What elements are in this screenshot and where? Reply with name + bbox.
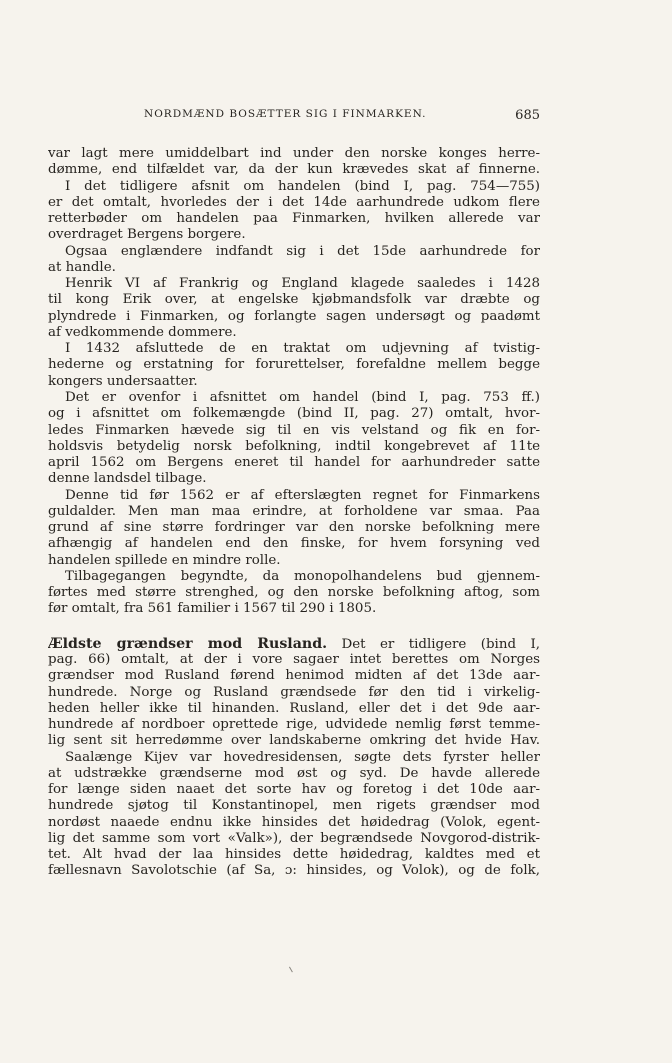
text-line: ledes Finmarken hævede sig til en vis velstand og fik en for- [48,422,540,438]
text-line: hederne og erstatning for forurettelser, forefaldne mellem begge [48,357,540,373]
section-gap [48,618,540,636]
section-heading-line [48,636,540,652]
text-line: hundrede. Norge og Rusland grændsede før den tid i virkelig- [48,684,540,700]
text-line: overdraget Bergens borgere. [48,227,246,243]
text-line: Tilbagegangen begyndte, da monopolhandelens bud gjennem- [65,568,540,584]
text-line: Det er ovenfor i afsnittet om handel (bind I, pag. 753 ff.) [65,389,540,405]
text-line: retterbøder om handelen paa Finmarken, hvilken allerede var [48,211,540,227]
page-number: 685 [515,108,540,123]
text-line: plyndrede i Finmarken, og forlangte sagen undersøgt og paadømt [48,308,540,324]
stray-ink-mark [289,964,298,973]
text-line: lig sent sit herredømme over landskaberne omkring det hvide Hav. [48,733,540,749]
text-line: nordøst naaede endnu ikke hinsides det høidedrag (Volok, egent- [48,814,540,830]
text-line: guldalder. Men man maa erindre, at forholdene var smaa. Paa [48,503,540,519]
text-line: pag. 66) omtalt, at der i vore sagaer intet berettes om Norges [48,651,540,667]
text-line: fællesnavn Savolotschie (af Sa, ɔ: hinsides, og Volok), og de folk, [48,863,540,879]
text-line: før omtalt, fra 561 familier i 1567 til 290 i 1805. [48,601,377,617]
text-line: april 1562 om Bergens eneret til handel for aarhundreder satte [48,455,540,471]
text-line: hundrede af nordboer oprettede rige, udvidede nemlig først temme- [48,717,540,733]
text-line: grund af sine større fordringer var den norske befolkning mere [48,520,540,536]
text-line: afhængig af handelen end den finske, for hvem forsyning ved [48,536,540,552]
text-line: Saalænge Kijev var hovedresidensen, søgte dets fyrster heller [65,749,540,765]
text-line: var lagt mere umiddelbart ind under den norske konges herre- [48,146,540,161]
text-line: for længe siden naaet det sorte hav og foretog i det 10de aar- [48,782,540,798]
text-line: I det tidligere afsnit om handelen (bind I, pag. 754—755) [65,178,540,194]
text-line: til kong Erik over, at engelske kjøbmandsfolk var dræbte og [48,292,540,308]
text-line: hundrede sjøtog til Konstantinopel, men rigets grændser mod [48,798,540,814]
text-line: Henrik VI af Frankrig og England klagede saaledes i 1428 [65,276,540,292]
text-line: at udstrække grændserne mod øst og syd. De havde allerede [48,765,540,781]
text-line: grændser mod Rusland førend henimod midten af det 13de aar- [48,668,540,684]
running-title: NORDMÆND BOSÆTTER SIG I FINMARKEN. [144,108,427,120]
text-line: af vedkommende dommere. [48,324,237,340]
text-line: dømme, end tilfældet var, da der kun krævedes skat af finnerne. [48,162,540,178]
text-line: tet. Alt hvad der laa hinsides dette høidedrag, kaldtes med et [48,847,540,863]
text-line: Denne tid før 1562 er af efterslægten regnet for Finmarkens [65,487,540,503]
text-line: denne landsdel tilbage. [48,471,207,487]
text-line: handelen spillede en mindre rolle. [48,552,281,568]
text-line: at handle. [48,259,116,275]
section-heading: Ældste grændser mod Rusland. [48,635,328,652]
running-header [48,108,540,124]
text-line: Ogsaa englændere indfandt sig i det 15de aarhundrede for [65,243,540,259]
text-line: kongers undersaatter. [48,373,198,389]
text-line: holdsvis betydelig norsk befolkning, indtil kongebrevet af 11te [48,438,540,454]
text-line: er det omtalt, hvorledes der i det 14de aarhundrede udkom flere [48,194,540,210]
text-line: lig det samme som vort «Valk»), der begrændsede Novgorod-distrik- [48,830,540,846]
section-heading-continuation: Det er tidligere (bind I, [327,636,540,652]
body-text [48,146,540,880]
text-line: heden heller ikke til hinanden. Rusland, eller det i det 9de aar- [48,700,540,716]
text-line: I 1432 afsluttede de en traktat om udjevning af tvistig- [65,341,540,357]
text-line: førtes med større strenghed, og den norske befolkning aftog, som [48,585,540,601]
text-line: og i afsnittet om folkemængde (bind II, pag. 27) omtalt, hvor- [48,406,540,422]
